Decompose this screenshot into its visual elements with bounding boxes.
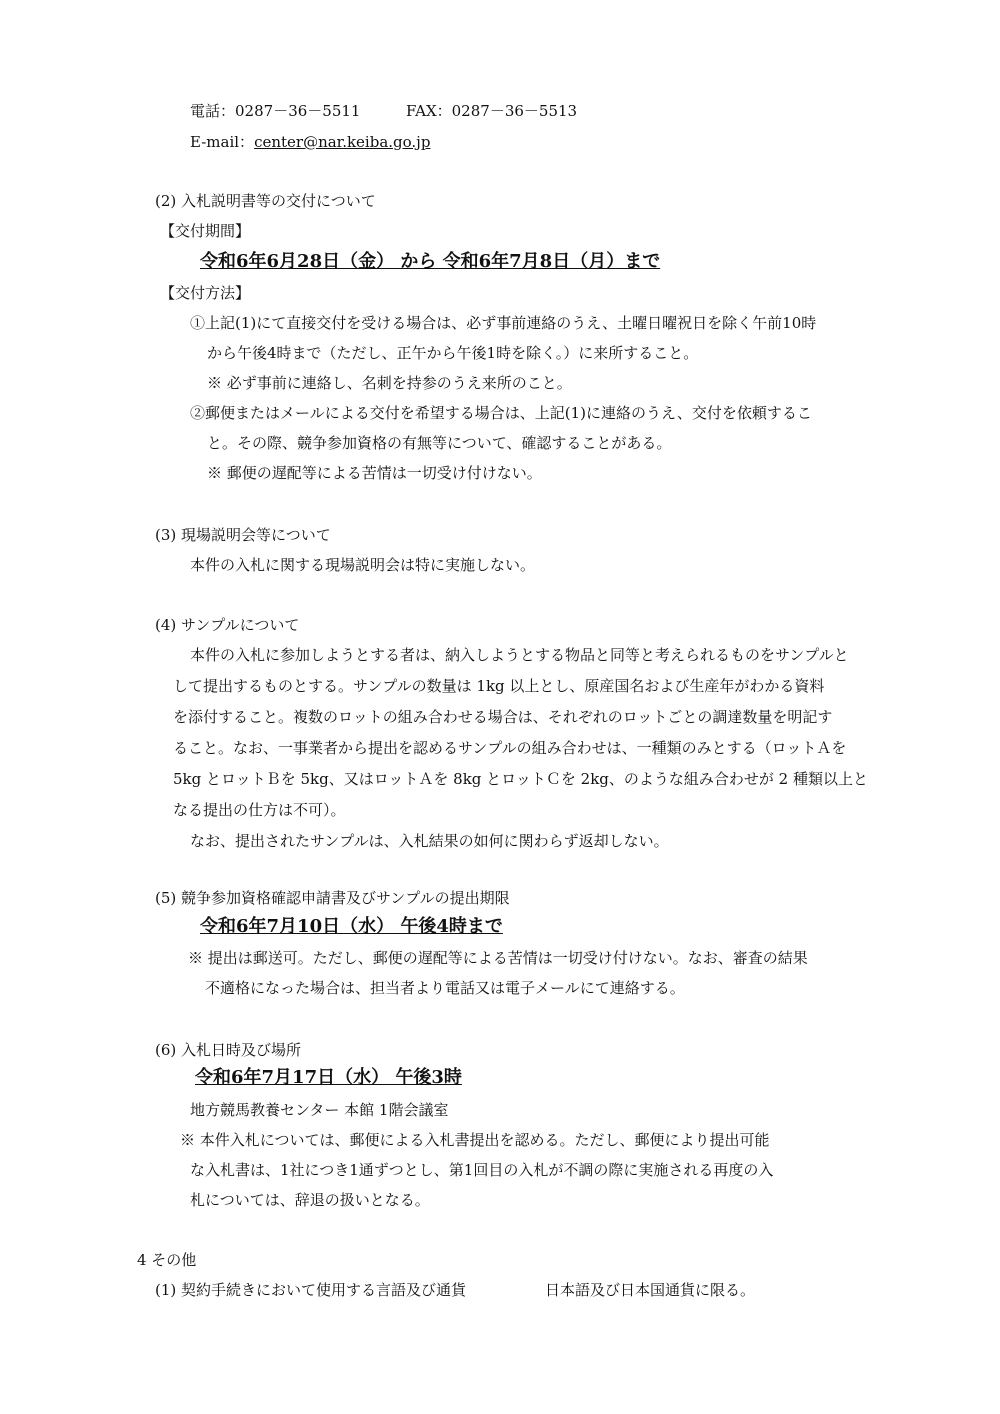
fax-number: 0287－36－5513 — [451, 102, 578, 120]
section-3-text: 本件の入札に関する現場説明会は特に実施しない。 — [190, 556, 536, 574]
tel-number: 0287－36－5511 — [235, 102, 361, 120]
section-5-heading: (5) 競争参加資格確認申請書及びサンプルの提出期限 — [155, 889, 510, 907]
method-item-1-line-1: ①上記(1)にて直接交付を受ける場合は、必ず事前連絡のうえ、土曜日曜祝日を除く午前10時 — [190, 314, 817, 332]
sample-para-line-1: 本件の入札に参加しようとする者は、納入しようとする物品と同等と考えられるものをサンプルと — [190, 646, 849, 664]
section-4-heading: (4) サンプルについて — [155, 616, 300, 634]
sample-para-line-6: なる提出の仕方は不可）。 — [173, 801, 346, 819]
delivery-period: 令和6年6月28日（金） から 令和6年7月8日（月）まで — [200, 251, 661, 272]
method-item-1-line-2: から午後4時まで（ただし、正午から午後1時を除く。）に来所すること。 — [207, 344, 699, 362]
sample-para-line-2: して提出するものとする。サンプルの数量は 1kg 以上とし、原産国名および生産年がわかる資料 — [173, 677, 825, 695]
other-item-1-label: (1) 契約手続きにおいて使用する言語及び通貨 — [155, 1281, 467, 1299]
section-other-heading: 4 その他 — [137, 1251, 197, 1269]
section-6-heading: (6) 入札日時及び場所 — [155, 1041, 302, 1059]
delivery-period-label: 【交付期間】 — [160, 222, 251, 240]
method-note-2: ※ 郵便の遅配等による苦情は一切受け付けない。 — [207, 464, 542, 482]
bid-datetime: 令和6年7月17日（水） 午後3時 — [195, 1067, 462, 1088]
other-item-1-value: 日本語及び日本国通貨に限る。 — [545, 1281, 756, 1299]
deadline-note-line-1: ※ 提出は郵送可。ただし、郵便の遅配等による苦情は一切受け付けない。なお、審査の結果 — [188, 949, 808, 967]
bid-note-line-1: ※ 本件入札については、郵便による入札書提出を認める。ただし、郵便により提出可能 — [180, 1131, 770, 1149]
section-2-heading: (2) 入札説明書等の交付について — [155, 192, 376, 210]
deadline-note-line-2: 不適格になった場合は、担当者より電話又は電子メールにて連絡する。 — [205, 979, 685, 997]
email-label: E-mail： — [190, 133, 255, 151]
sample-para-line-4: ること。なお、一事業者から提出を認めるサンプルの組み合わせは、一種類のみとする（ロットＡを — [173, 739, 847, 757]
method-item-2-line-1: ②郵便またはメールによる交付を希望する場合は、上記(1)に連絡のうえ、交付を依頼するこ — [190, 404, 812, 422]
email-link[interactable]: center@nar.keiba.go.jp — [254, 133, 431, 151]
sample-para-line-5: 5kg とロットＢを 5kg、又はロットＡを 8kg とロットＣを 2kg、のような組み合わせが 2 種類以上と — [173, 770, 868, 788]
contact-phone-line — [190, 101, 577, 121]
method-note-1: ※ 必ず事前に連絡し、名刺を持参のうえ来所のこと。 — [207, 374, 572, 392]
submission-deadline: 令和6年7月10日（水） 午後4時まで — [200, 916, 503, 937]
method-item-2-line-2: と。その際、競争参加資格の有無等について、確認することがある。 — [207, 434, 672, 452]
bid-note-line-3: 札については、辞退の扱いとなる。 — [190, 1191, 430, 1209]
contact-email-line — [190, 132, 430, 152]
section-3-heading: (3) 現場説明会等について — [155, 526, 331, 544]
sample-para-2: なお、提出されたサンプルは、入札結果の如何に関わらず返却しない。 — [190, 832, 669, 850]
fax-label: FAX： — [406, 102, 452, 120]
bid-note-line-2: な入札書は、1社につき1通ずつとし、第1回目の入札が不調の際に実施される再度の入 — [190, 1161, 774, 1179]
tel-label: 電話： — [190, 102, 236, 120]
sample-para-line-3: を添付すること。複数のロットの組み合わせる場合は、それぞれのロットごとの調達数量を明記す — [173, 708, 833, 726]
bid-place: 地方競馬教養センター 本館 1階会議室 — [190, 1101, 449, 1119]
delivery-method-label: 【交付方法】 — [160, 284, 251, 302]
